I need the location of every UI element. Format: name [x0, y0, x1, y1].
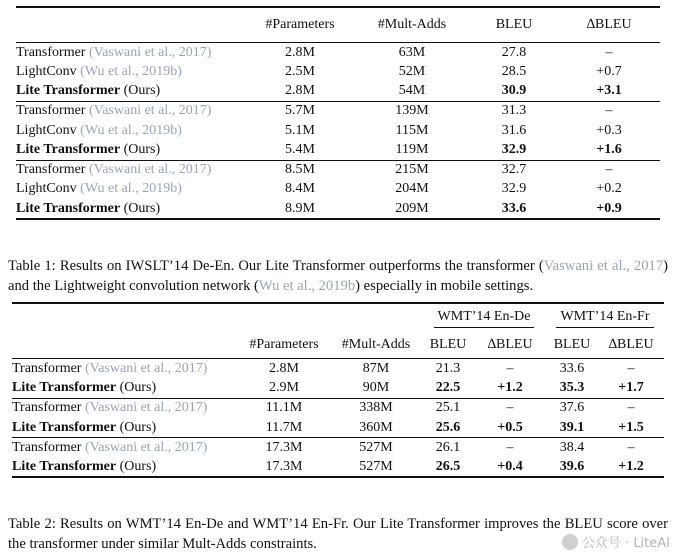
column-header: #Parameters	[246, 7, 354, 43]
model-name: Lite Transformer	[12, 379, 117, 395]
bleu-cell: 28.5	[501, 63, 527, 79]
model-name-cell	[16, 82, 246, 102]
results-table-2	[12, 302, 664, 478]
table-row	[12, 457, 664, 477]
citation: (Ours)	[119, 458, 157, 474]
table-row	[12, 378, 664, 398]
table-row	[16, 121, 660, 141]
caption-text: ) and the Lightweight convolution network (	[8, 258, 668, 294]
params-cell: 2.9M	[269, 379, 299, 395]
bleu-fr-cell: 33.6	[546, 359, 598, 379]
delta-de-cell: +0.5	[497, 419, 523, 435]
model-name: Transformer	[16, 162, 86, 178]
bleu-de-cell: 25.6	[435, 419, 461, 435]
params-cell: 8.4M	[285, 181, 315, 197]
citation: (Vaswani et al., 2017)	[88, 44, 212, 60]
bleu-fr-cell: 37.6	[546, 398, 598, 418]
column-header: #Parameters	[249, 337, 319, 352]
model-name: Lite Transformer	[16, 83, 121, 99]
params-cell: 5.4M	[285, 142, 315, 158]
model-name-cell	[12, 457, 238, 477]
delta-cell: +3.1	[596, 83, 622, 99]
model-name-cell	[12, 398, 238, 418]
bleu-cell: 32.7	[470, 160, 558, 180]
model-name: LightConv	[16, 122, 77, 138]
column-header	[12, 332, 238, 359]
params-cell: 11.7M	[265, 419, 303, 435]
params-cell: 2.8M	[285, 83, 315, 99]
citation: (Wu et al., 2019b)	[80, 181, 182, 197]
table-header-row	[16, 7, 660, 43]
citation: (Wu et al., 2019b)	[80, 122, 182, 138]
params-cell: 17.3M	[238, 438, 330, 458]
table-row	[16, 199, 660, 219]
model-name-cell	[16, 62, 246, 82]
adds-cell: 215M	[354, 160, 470, 180]
citation: (Vaswani et al., 2017)	[88, 162, 212, 178]
bleu-de-cell: 26.1	[422, 438, 474, 458]
column-header: ∆BLEU	[608, 337, 654, 352]
adds-cell: 204M	[395, 181, 429, 197]
table-row	[16, 140, 660, 160]
adds-cell: 119M	[395, 142, 429, 158]
bleu-fr-cell: 39.6	[546, 457, 598, 477]
delta-cell: –	[558, 43, 660, 63]
group-header: WMT’14 En-De	[434, 309, 535, 328]
adds-cell: 54M	[398, 83, 426, 99]
citation: (Vaswani et al., 2017)	[84, 400, 208, 416]
table-header-row	[12, 332, 664, 359]
group-header-cell	[546, 303, 664, 332]
column-header	[16, 7, 246, 43]
bleu-fr-cell: 39.1	[559, 419, 585, 435]
header-spacer	[12, 303, 422, 332]
bleu-cell: 31.3	[470, 101, 558, 121]
bleu-cell: 32.9	[501, 142, 527, 158]
delta-fr-cell: +1.5	[618, 419, 644, 435]
delta-cell: +0.2	[596, 181, 622, 197]
citation: (Wu et al., 2019b)	[80, 63, 182, 79]
model-name-cell	[16, 199, 246, 219]
model-name-cell	[16, 121, 246, 141]
model-name: Transformer	[12, 400, 82, 416]
adds-cell: 527M	[330, 457, 422, 477]
watermark-text: 公众号 · LiteAI	[581, 536, 670, 551]
citation: (Vaswani et al., 2017)	[84, 360, 208, 376]
model-name-cell	[12, 359, 238, 379]
params-cell: 8.5M	[246, 160, 354, 180]
adds-cell: 139M	[354, 101, 470, 121]
model-name: LightConv	[16, 181, 77, 197]
table-row	[16, 82, 660, 102]
model-name-cell	[16, 140, 246, 160]
delta-cell: +0.7	[596, 63, 622, 79]
bleu-cell: 31.6	[501, 122, 527, 138]
bleu-de-cell: 26.5	[422, 457, 474, 477]
bleu-cell: 32.9	[501, 181, 527, 197]
delta-cell: –	[558, 101, 660, 121]
bleu-fr-cell: 38.4	[546, 438, 598, 458]
adds-cell: 63M	[354, 43, 470, 63]
table-row	[16, 160, 660, 180]
params-cell: 5.1M	[285, 122, 315, 138]
bleu-cell: 30.9	[501, 83, 527, 99]
adds-cell: 87M	[330, 359, 422, 379]
model-name-cell	[12, 418, 238, 438]
table-2-caption: Table 2: Results on WMT’14 En-De and WMT’14 En-Fr. Our Lite Transformer improves the BLEU score over the transformer under similar Mult-Adds constraints.	[8, 516, 668, 552]
citation: (Ours)	[119, 379, 157, 395]
adds-cell: 52M	[398, 63, 426, 79]
citation: (Vaswani et al., 2017)	[88, 103, 212, 119]
delta-de-cell: –	[474, 359, 546, 379]
params-cell: 8.9M	[246, 199, 354, 219]
model-name: Transformer	[12, 360, 82, 376]
table-row	[12, 418, 664, 438]
model-name-cell	[16, 101, 246, 121]
delta-de-cell: +0.4	[474, 457, 546, 477]
wechat-logo-icon	[562, 534, 578, 550]
bleu-cell: 33.6	[470, 199, 558, 219]
bleu-de-cell: 25.1	[422, 398, 474, 418]
citation: (Ours)	[123, 200, 161, 216]
params-cell: 17.3M	[238, 457, 330, 477]
model-name: Lite Transformer	[12, 419, 117, 435]
caption-text: ) especially in mobile settings.	[355, 278, 534, 294]
delta-cell: +1.6	[596, 142, 622, 158]
caption-citation: Vaswani et al., 2017	[543, 258, 664, 274]
results-table-1	[16, 6, 660, 220]
bleu-fr-cell: 35.3	[559, 379, 585, 395]
citation: (Ours)	[119, 419, 157, 435]
delta-fr-cell: +1.2	[598, 457, 664, 477]
delta-fr-cell: –	[598, 359, 664, 379]
column-header: BLEU	[470, 7, 558, 43]
column-header: BLEU	[553, 337, 591, 352]
params-cell: 2.8M	[246, 43, 354, 63]
model-name: Lite Transformer	[12, 458, 117, 474]
model-name-cell	[12, 378, 238, 398]
adds-cell: 115M	[395, 122, 429, 138]
delta-fr-cell: –	[598, 398, 664, 418]
delta-de-cell: –	[474, 398, 546, 418]
watermark	[562, 532, 670, 551]
model-name-cell	[16, 43, 246, 63]
table-row	[16, 62, 660, 82]
group-header-cell	[422, 303, 546, 332]
table-row	[12, 438, 664, 458]
model-name-cell	[16, 160, 246, 180]
delta-de-cell: –	[474, 438, 546, 458]
model-name-cell	[12, 438, 238, 458]
caption-citation: Wu et al., 2019b	[258, 278, 356, 294]
citation: (Ours)	[123, 142, 161, 158]
model-name: Transformer	[16, 44, 86, 60]
model-name: Lite Transformer	[16, 200, 121, 216]
delta-fr-cell: +1.7	[618, 379, 644, 395]
caption-text: Table 1: Results on IWSLT’14 De-En. Our Lite Transformer outperforms the transformer (	[8, 258, 544, 274]
group-header: WMT’14 En-Fr	[556, 309, 653, 328]
adds-cell: 209M	[354, 199, 470, 219]
delta-de-cell: +1.2	[497, 379, 523, 395]
column-header: #Mult-Adds	[354, 7, 470, 43]
column-header: #Mult-Adds	[341, 337, 411, 352]
delta-cell: +0.9	[558, 199, 660, 219]
bleu-de-cell: 22.5	[435, 379, 461, 395]
params-cell: 2.8M	[238, 359, 330, 379]
delta-fr-cell: –	[598, 438, 664, 458]
bleu-cell: 27.8	[470, 43, 558, 63]
column-header: ∆BLEU	[558, 7, 660, 43]
delta-cell: –	[558, 160, 660, 180]
group-header-row	[12, 303, 664, 332]
column-header: ∆BLEU	[487, 337, 533, 352]
model-name: Transformer	[12, 439, 82, 455]
citation: (Vaswani et al., 2017)	[84, 439, 208, 455]
table-row	[12, 359, 664, 379]
model-name: LightConv	[16, 63, 77, 79]
table-row	[16, 101, 660, 121]
model-name: Lite Transformer	[16, 142, 121, 158]
params-cell: 5.7M	[246, 101, 354, 121]
adds-cell: 338M	[330, 398, 422, 418]
table-1-caption	[8, 256, 668, 296]
table-row	[16, 180, 660, 200]
adds-cell: 527M	[330, 438, 422, 458]
model-name: Transformer	[16, 103, 86, 119]
params-cell: 11.1M	[238, 398, 330, 418]
table-row	[16, 43, 660, 63]
adds-cell: 360M	[359, 419, 393, 435]
table-row	[12, 398, 664, 418]
column-header: BLEU	[429, 337, 467, 352]
adds-cell: 90M	[362, 379, 390, 395]
bleu-de-cell: 21.3	[422, 359, 474, 379]
model-name-cell	[16, 180, 246, 200]
citation: (Ours)	[123, 83, 161, 99]
delta-cell: +0.3	[596, 122, 622, 138]
params-cell: 2.5M	[285, 63, 315, 79]
